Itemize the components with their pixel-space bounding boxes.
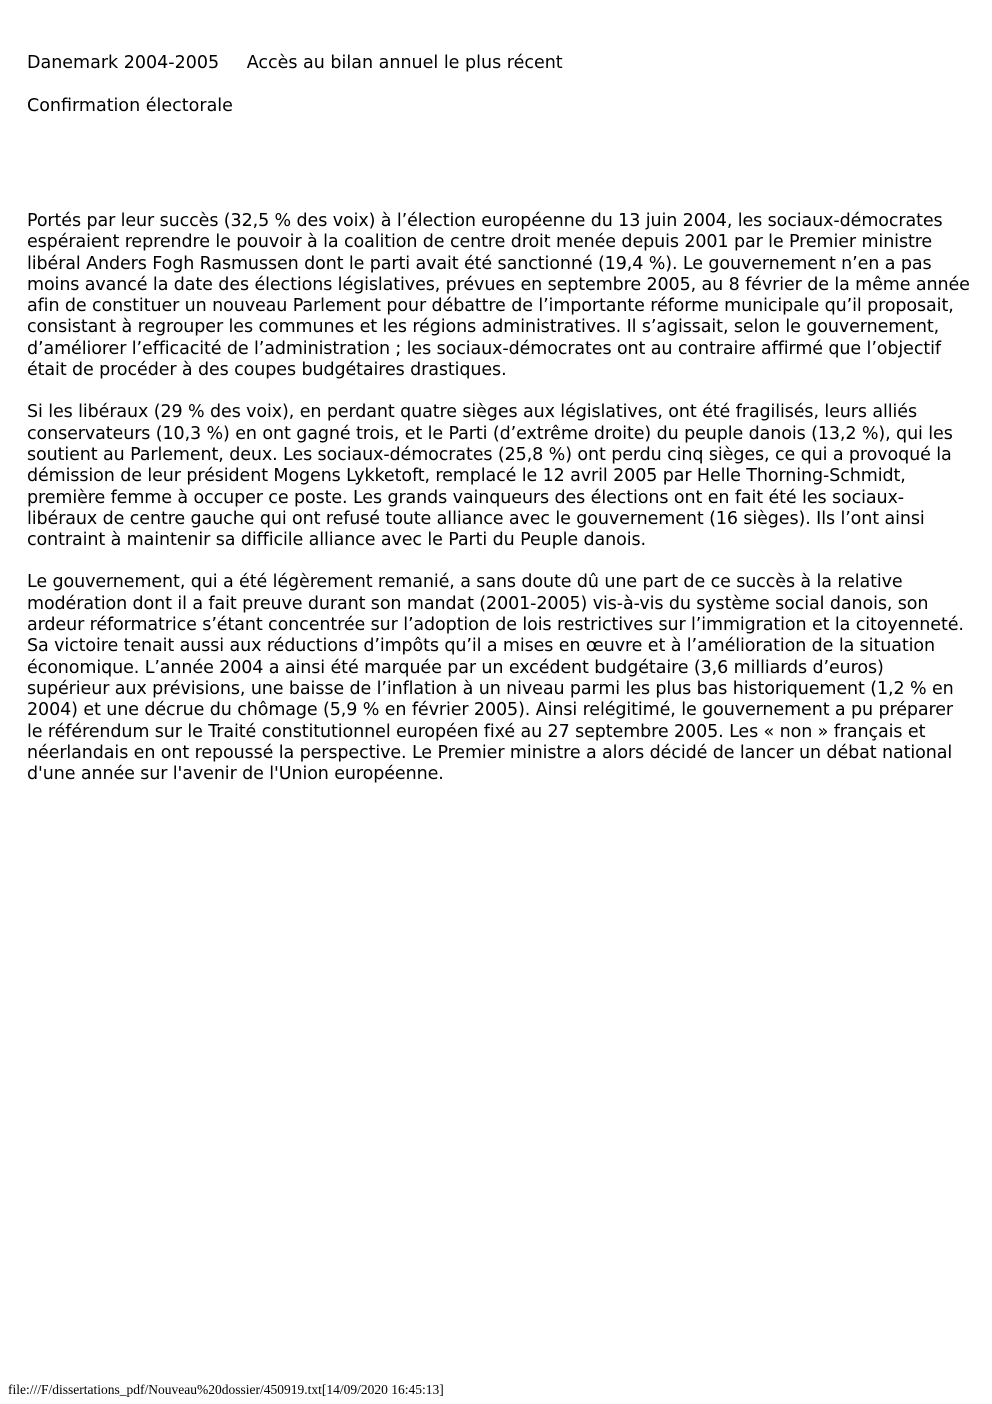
paragraph: Si les libéraux (29 % des voix), en perdant quatre sièges aux législatives, ont été fragilisés, leurs alliés conservateurs (10,3 %) en ont gagné trois, et le Parti (d’extrême droite) du peuple danois (13,2 %), qui les soutient au Parlement, deux. Les sociaux-démocrates (25,8 %) ont perdu cinq sièges, ce qui a provoqué la démission de leur président Mogens Lykketoft, remplacé le 12 avril 2005 par Helle Thorning-Schmidt, première femme à occuper ce poste. Les grands vainqueurs des élections ont en fait été les sociaux-libéraux de centre gauche qui ont refusé toute alliance avec le gouvernement (16 sièges). Ils l’ont ainsi contraint à maintenir sa difficile alliance avec le Parti du Peuple danois. — [27, 402, 953, 551]
header-line — [27, 52, 971, 74]
file-path-footer: file:///F/dissertations_pdf/Nouveau%20dossier/450919.txt[14/09/2020 16:45:13] — [8, 1382, 444, 1397]
document-page — [27, 52, 971, 806]
country-years: Danemark 2004-2005 — [27, 53, 220, 73]
paragraph: Le gouvernement, qui a été légèrement remanié, a sans doute dû une part de ce succès à la relative modération dont il a fait preuve durant son mandat (2001-2005) vis-à-vis du système social danois, son ardeur réformatrice s’étant concentrée sur l’adoption de lois restrictives sur l’immigration et la citoyenneté. Sa victoire tenait aussi aux réductions d’impôts qu’il a mises en œuvre et à l’amélioration de la situation économique. L’année 2004 a ainsi été marquée par un excédent budgétaire (3,6 milliards d’euros) supérieur aux prévisions, une baisse de l’inflation à un niveau parmi les plus bas historiquement (1,2 % en 2004) et une décrue du chômage (5,9 % en février 2005). Ainsi relégitimé, le gouvernement a pu préparer le référendum sur le Traité constitutionnel européen fixé au 27 septembre 2005. Les « non » français et néerlandais en ont repoussé la perspective. Le Premier ministre a alors décidé de lancer un débat national d'une année sur l'avenir de l'Union européenne. — [27, 572, 964, 785]
article-title: Confirmation électorale — [27, 96, 233, 116]
latest-review-link[interactable]: Accès au bilan annuel le plus récent — [246, 53, 563, 73]
paragraph: Portés par leur succès (32,5 % des voix) à l’élection européenne du 13 juin 2004, les sociaux-démocrates espéraient reprendre le pouvoir à la coalition de centre droit menée depuis 2001 par le Premier ministre libéral Anders Fogh Rasmussen dont le parti avait été sanctionné (19,4 %). Le gouvernement n’en a pas moins avancé la date des élections législatives, prévues en septembre 2005, au 8 février de la même année afin de constituer un nouveau Parlement pour débattre de l’importante réforme municipale qu’il proposait, consistant à regrouper les communes et les régions administratives. Il s’agissait, selon le gouvernement, d’améliorer l’efficacité de l’administration ; les sociaux-démocrates ont au contraire affirmé que l’objectif était de procéder à des coupes budgétaires drastiques. — [27, 211, 970, 381]
article-body — [27, 211, 971, 785]
